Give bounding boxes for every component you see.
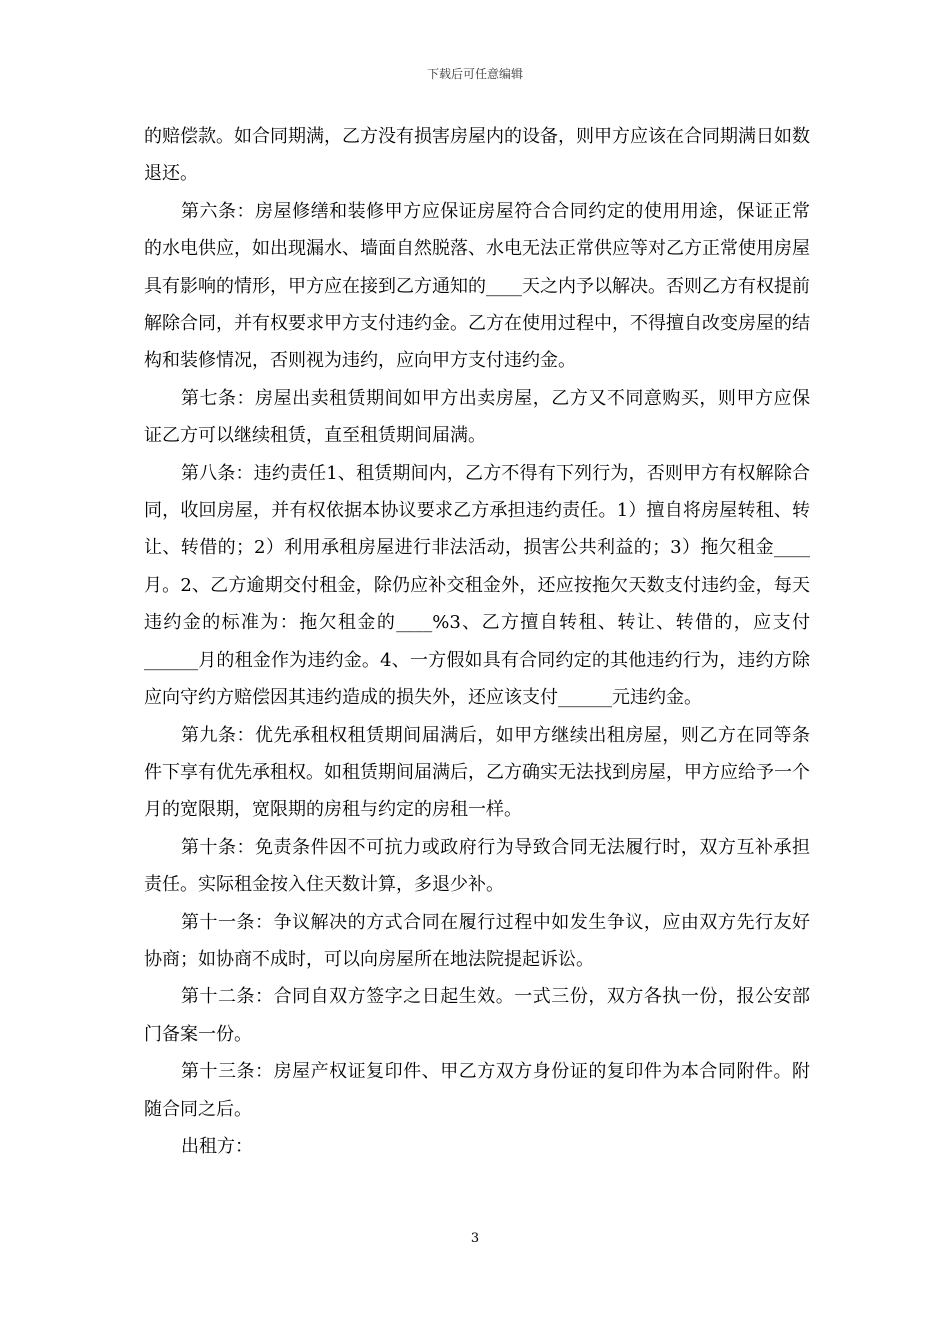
paragraph-article-6: 第六条：房屋修缮和装修甲方应保证房屋符合合同约定的使用用途，保证正常的水电供应，如出现漏水、墙面自然脱落、水电无法正常供应等对乙方正常使用房屋具有影响的情形，甲方应在接到乙方通知的____天之内予以解决。否则乙方有权提前解除合同，并有权要求甲方支付违约金。乙方在使用过程中，不得擅自改变房屋的结构和装修情况，否则视为违约，应向甲方支付违约金。 — [144, 200, 810, 372]
paragraph-article-9: 第九条：优先承租权租赁期间届满后，如甲方继续出租房屋，则乙方在同等条件下享有优先承租权。如租赁期间届满后，乙方确实无法找到房屋，甲方应给予一个月的宽限期，宽限期的房租与约定的房租一样。 — [144, 724, 810, 821]
paragraph-article-8: 第八条：违约责任1、租赁期间内，乙方不得有下列行为，否则甲方有权解除合同，收回房屋，并有权依据本协议要求乙方承担违约责任。1）擅自将房屋转租、转让、转借的；2）利用承租房屋进行非法活动，损害公共利益的；3）拖欠租金____月。2、乙方逾期交付租金，除仍应补交租金外，还应按拖欠天数支付违约金，每天违约金的标准为：拖欠租金的____%3、乙方擅自转租、转让、转借的，应支付______月的租金作为违约金。4、一方假如具有合同约定的其他违约行为，违约方除应向守约方赔偿因其违约造成的损失外，还应该支付______元违约金。 — [144, 462, 810, 709]
page-header: 下载后可任意编辑 — [426, 67, 523, 81]
document-body — [144, 118, 810, 1165]
paragraph-article-10: 第十条：免责条件因不可抗力或政府行为导致合同无法履行时，双方互补承担责任。实际租金按入住天数计算，多退少补。 — [144, 836, 810, 896]
paragraph-article-7: 第七条：房屋出卖租赁期间如甲方出卖房屋，乙方又不同意购买，则甲方应保证乙方可以继续租赁，直至租赁期间届满。 — [144, 387, 810, 447]
paragraph-article-11: 第十一条：争议解决的方式合同在履行过程中如发生争议，应由双方先行友好协商；如协商不成时，可以向房屋所在地法院提起诉讼。 — [144, 911, 810, 970]
paragraph-article-13: 第十三条：房屋产权证复印件、甲乙方双方身份证的复印件为本合同附件。附随合同之后。 — [144, 1061, 810, 1120]
paragraph-deposit-refund: 的赔偿款。如合同期满，乙方没有损害房屋内的设备，则甲方应该在合同期满日如数退还。 — [144, 126, 810, 185]
paragraph-lessor-signature: 出租方： — [181, 1135, 253, 1157]
paragraph-article-12: 第十二条：合同自双方签字之日起生效。一式三份，双方各执一份，报公安部门备案一份。 — [144, 986, 810, 1045]
page-number: 3 — [470, 1231, 480, 1246]
